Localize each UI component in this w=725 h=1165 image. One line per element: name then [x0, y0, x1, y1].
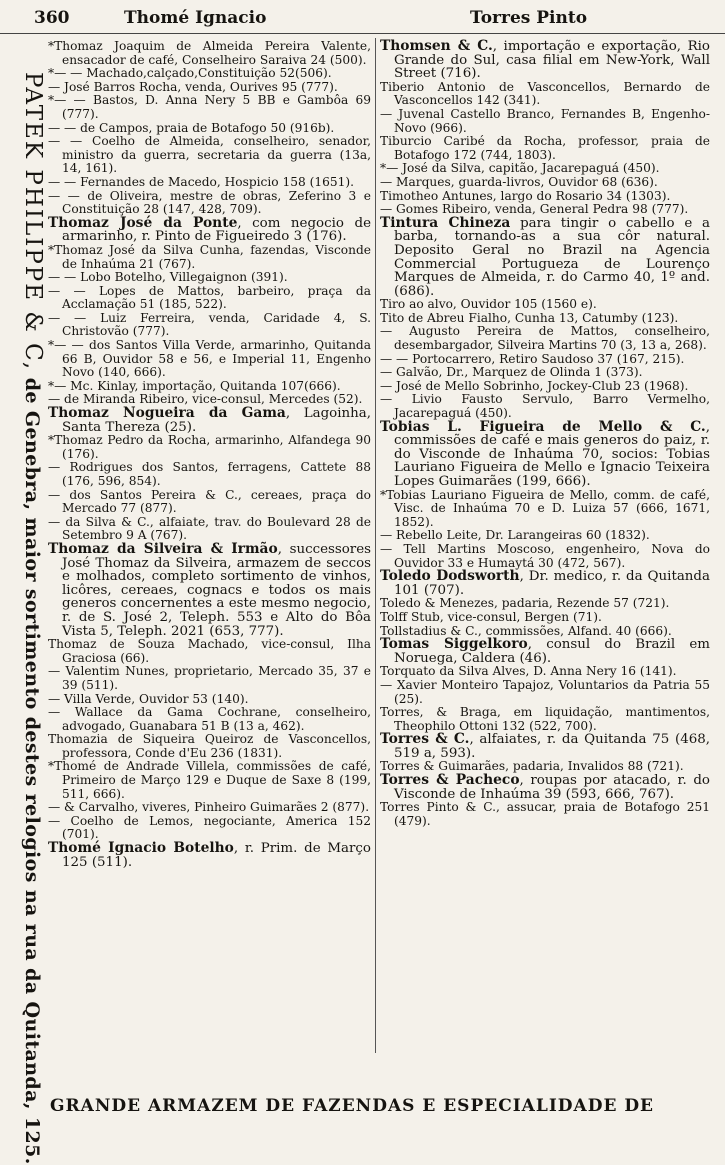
directory-entry: — — Lobo Botelho, Villegaignon (391). — [48, 270, 288, 285]
directory-entry: Toledo & Menezes, padaria, Rezende 57 (721). — [380, 596, 670, 611]
directory-entry: — Wallace da Gama Cochrane, conselheiro, advogado, Guanabara 51 B (13 a, 462). — [48, 705, 371, 733]
directory-entry: Tiburcio Caribé da Rocha, professor, praia de Botafogo 172 (744, 1803). — [380, 134, 710, 162]
directory-entry: — — de Campos, praia de Botafogo 50 (916b). — [48, 120, 335, 135]
directory-entry: Thomaz José da Ponte, com negocio de armarinho, r. Pinto de Figueiredo 3 (176). — [48, 214, 371, 245]
directory-entry: — Livio Fausto Servulo, Barro Vermelho, Jacarepaguá (450). — [380, 392, 710, 421]
directory-entry: — Marques, guarda-livros, Ouvidor 68 (636). — [380, 174, 658, 189]
directory-entry: — — Portocarrero, Retiro Saudoso 37 (167, 215). — [380, 351, 685, 366]
vertical-advert — [10, 72, 46, 1165]
directory-entry: Toledo Dodsworth, Dr. medico, r. da Quitanda 101 (707). — [380, 568, 710, 598]
directory-entry: Tito de Abreu Fialho, Cunha 13, Catumby (123). — [380, 310, 679, 325]
directory-entry: Torres, & Braga, em liquidação, mantimentos, Theophilo Ottoni 132 (522, 700). — [380, 705, 710, 733]
directory-entry: *— José da Silva, capitão, Jacarepaguá (450). — [380, 161, 660, 176]
running-header — [0, 6, 725, 32]
right-column — [380, 40, 710, 828]
directory-entry: — José de Mello Sobrinho, Jockey-Club 23 (1968). — [380, 378, 689, 393]
directory-entry: *— — dos Santos Villa Verde, armarinho, Quitanda 66 B, Ouvidor 58 e 56, e Imperial 11, Engenho Novo (140, 666). — [48, 338, 371, 380]
directory-entry: — — de Oliveira, mestre de obras, Zeferino 3 e Constituição 28 (147, 428, 709). — [48, 188, 371, 217]
left-running-head: Thomé Ignacio — [124, 8, 267, 28]
directory-entry: Tolff Stub, vice-consul, Bergen (71). — [380, 609, 602, 624]
directory-entry: Tintura Chineza para tingir o cabello e a barba, tornando-as a sua côr natural. Deposito Geral no Brazil na Agencia Commercial Portugueza de Lourenço Marques de Almeida, r. do Carmo 40, 1º and. (686). — [380, 214, 710, 299]
directory-entry: — Juvenal Castello Branco, Fernandes B, Engenho-Novo (966). — [380, 106, 710, 135]
directory-entry: — & Carvalho, viveres, Pinheiro Guimarães 2 (877). — [48, 800, 370, 815]
directory-entry: — Valentim Nunes, proprietario, Mercado 35, 37 e 39 (511). — [48, 664, 371, 692]
directory-entry: Timotheo Antunes, largo do Rosario 34 (1303). — [380, 188, 671, 203]
directory-entry: *— — Bastos, D. Anna Nery 5 BB e Gambôa 69 (777). — [48, 93, 371, 121]
directory-entry: — Gomes Ribeiro, venda, General Pedra 98 (777). — [380, 202, 689, 217]
directory-entry: — dos Santos Pereira & C., cereaes, praça do Mercado 77 (877). — [48, 487, 371, 516]
directory-entry: Thomazia de Siqueira Queiroz de Vasconcellos, professora, Conde d'Eu 236 (1831). — [48, 732, 371, 760]
directory-entry: Thomsen & C., importação e exportação, Rio Grande do Sul, casa filial em New-York, Wall Street (716). — [380, 38, 710, 82]
directory-entry: Thomaz Nogueira da Gama, Lagoinha, Santa Thereza (25). — [48, 405, 371, 435]
directory-entry: Torres & Pacheco, roupas por atacado, r. do Visconde de Inhaúma 39 (593, 666, 767). — [380, 772, 710, 802]
directory-entry: Thomaz da Silveira & Irmão, successores José Thomaz da Silveira, armazem de seccos e molhados, completo sortimento de vinhos, licôres, cereaes, cognacs e todos os mais generos concernentes a este mesmo negocio, r. de S. José 2, Teleph. 553 e Alto do Bôa Vista 5, Teleph. 2021 (653, 777). — [48, 540, 371, 639]
directory-entry: — — Fernandes de Macedo, Hospicio 158 (1651). — [48, 174, 355, 189]
directory-entry: *Thomé de Andrade Villela, commissões de café, Primeiro de Março 129 e Duque de Saxe 8 (199, 511, 666). — [48, 759, 371, 801]
page-number: 360 — [34, 8, 70, 28]
vertical-advert-text: de Genebra, maior sortimento destes relogios na rua da Quitanda, 125. — [21, 377, 43, 1165]
directory-entry: Tobias L. Figueira de Mello & C., commissões de café e mais generos do paiz, r. do Visconde de Inhaúma 70, socios: Tobias Lauriano Figueira de Mello e Ignacio Teixeira Lopes Guimarães (199, 666). — [380, 418, 710, 489]
header-rule — [0, 33, 725, 34]
directory-entry: — José Barros Rocha, venda, Ourives 95 (777). — [48, 79, 338, 94]
directory-entry: — Tell Martins Moscoso, engenheiro, Nova do Ouvidor 33 e Humaytá 30 (472, 567). — [380, 541, 710, 570]
directory-entry: — Augusto Pereira de Mattos, conselheiro, desembargador, Silveira Martins 70 (3, 13 a, 268). — [380, 324, 710, 353]
directory-entry: — Coelho de Lemos, negociante, America 152 (701). — [48, 813, 371, 842]
directory-entry: Tollstadius & C., commissões, Alfand. 40 (666). — [380, 623, 672, 638]
directory-entry: Torres & C., alfaiates, r. da Quitanda 75 (468, 519 a, 593). — [380, 731, 711, 761]
directory-entry: *— — Machado,calçado,Constituição 52(506). — [48, 66, 332, 81]
left-column — [48, 40, 371, 869]
directory-entry: — Rebello Leite, Dr. Larangeiras 60 (1832). — [380, 528, 650, 543]
directory-entry: Thomaz de Souza Machado, vice-consul, Ilha Graciosa (66). — [48, 637, 371, 665]
directory-entry: *— Mc. Kinlay, importação, Quitanda 107(666). — [48, 378, 341, 393]
vertical-advert-brand: PATEK PHILIPPE & C, — [20, 72, 46, 372]
directory-entry: — — Coelho de Almeida, conselheiro, senador, ministro da guerra, secretaria da guerra (13a, 14, 161). — [48, 134, 371, 176]
directory-entry: — da Silva & C., alfaiate, trav. do Boulevard 28 de Setembro 9 A (767). — [48, 514, 371, 543]
directory-entry: Torquato da Silva Alves, D. Anna Nery 16 (141). — [380, 664, 677, 679]
directory-entry: Tiberio Antonio de Vasconcellos, Bernardo de Vasconcellos 142 (341). — [380, 79, 710, 108]
column-divider — [375, 38, 376, 1053]
directory-entry: — Galvão, Dr., Marquez de Olinda 1 (373). — [380, 365, 643, 380]
directory-entry: Tomas Siggelkoro, consul do Brazil em Noruega, Caldera (46). — [380, 636, 710, 666]
directory-entry: Thomé Ignacio Botelho, r. Prim. de Março 125 (511). — [48, 840, 371, 870]
directory-entry: — Villa Verde, Ouvidor 53 (140). — [48, 691, 249, 706]
footer-advert: GRANDE ARMAZEM DE FAZENDAS E ESPECIALIDADE DE — [50, 1096, 655, 1116]
directory-entry: — de Miranda Ribeiro, vice-consul, Mercedes (52). — [48, 392, 363, 407]
directory-entry: *Thomaz Pedro da Rocha, armarinho, Alfandega 90 (176). — [48, 433, 371, 461]
directory-entry: — — Luiz Ferreira, venda, Caridade 4, S. Christovão (777). — [48, 310, 371, 339]
directory-entry: Tiro ao alvo, Ouvidor 105 (1560 e). — [380, 297, 597, 312]
directory-entry: — Rodrigues dos Santos, ferragens, Cattete 88 (176, 596, 854). — [48, 460, 371, 488]
directory-entry: — — Lopes de Mattos, barbeiro, praça da Acclamação 51 (185, 522). — [48, 283, 371, 312]
right-running-head: Torres Pinto — [470, 8, 588, 28]
directory-entry: Torres Pinto & C., assucar, praia de Botafogo 251 (479). — [380, 800, 710, 828]
directory-entry: Torres & Guimarães, padaria, Invalidos 88 (721). — [380, 759, 684, 774]
directory-entry: — Xavier Monteiro Tapajoz, Voluntarios da Patria 55 (25). — [380, 677, 710, 706]
directory-entry: *Tobias Lauriano Figueira de Mello, comm. de café, Visc. de Inhaúma 70 e D. Luiza 57 (666, 1671, 1852). — [380, 487, 710, 529]
directory-entry: *Thomaz Joaquim de Almeida Pereira Valente, ensacador de café, Conselheiro Saraiva 24 (500). — [48, 39, 371, 67]
directory-entry: *Thomaz José da Silva Cunha, fazendas, Visconde de Inhaúma 21 (767). — [48, 242, 371, 271]
